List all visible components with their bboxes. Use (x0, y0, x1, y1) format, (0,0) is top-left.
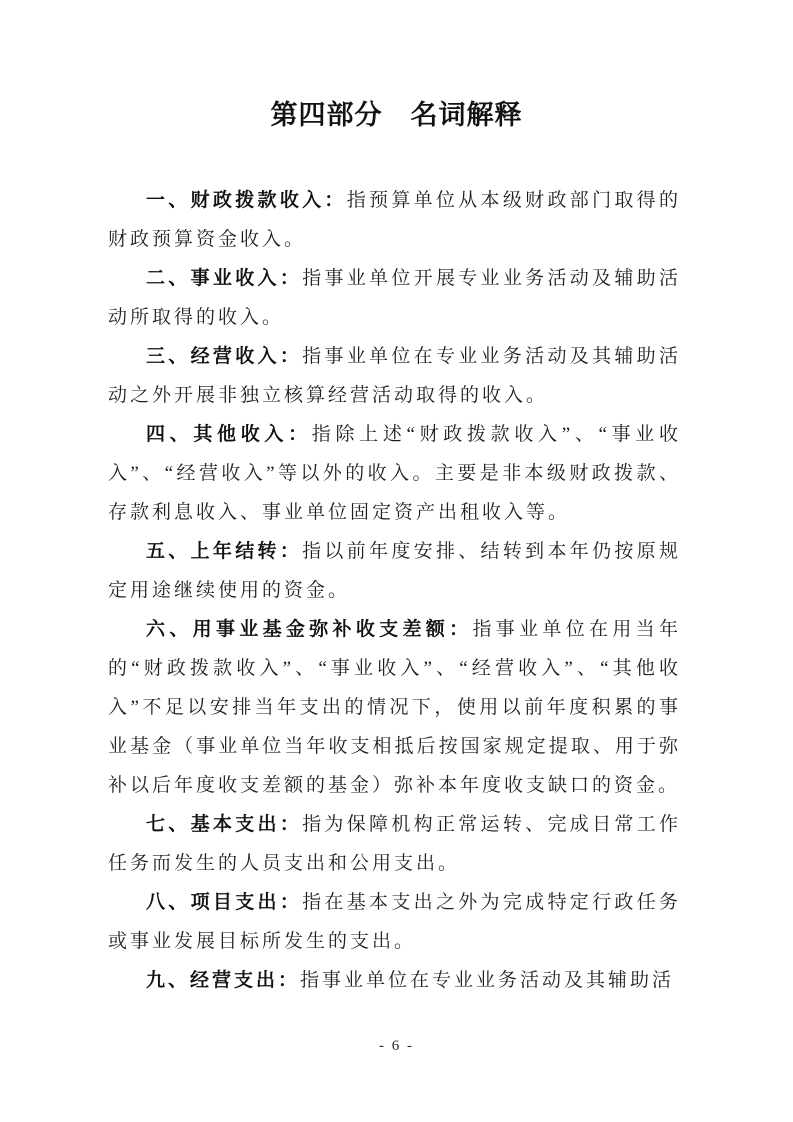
definition-text: 指以前年度安排、结转到本年仍按原规定用途继续使用的资金。 (108, 541, 681, 601)
definition-paragraph (108, 337, 681, 415)
term-label: 六、用事业基金弥补收支差额： (146, 619, 473, 640)
definition-paragraph (108, 805, 681, 883)
definition-paragraph (108, 415, 681, 532)
definition-text: 指为保障机构正常运转、完成日常工作任务而发生的人员支出和公用支出。 (108, 814, 681, 874)
definition-paragraph (108, 181, 681, 259)
term-label: 九、经营支出： (146, 970, 301, 991)
definition-paragraph (108, 961, 681, 1000)
term-label: 四、其他收入： (146, 424, 312, 445)
term-label: 一、财政拨款收入： (146, 190, 347, 211)
definition-paragraph (108, 532, 681, 610)
definition-text: 指事业单位在用当年的“财政拨款收入”、“事业收入”、“经营收入”、“其他收入”不足以安排当年支出的情况下，使用以前年度积累的事业基金（事业单位当年收支相抵后按国家规定提取、用于弥补以后年度收支差额的基金）弥补本年度收支缺口的资金。 (108, 619, 681, 796)
term-label: 三、经营收入： (146, 346, 303, 367)
definition-text: 指除上述“财政拨款收入”、“事业收入”、“经营收入”等以外的收入。主要是非本级财政拨款、存款利息收入、事业单位固定资产出租收入等。 (108, 424, 681, 523)
definition-text: 指预算单位从本级财政部门取得的财政预算资金收入。 (108, 190, 681, 250)
term-label: 二、事业收入： (146, 268, 303, 289)
definition-text: 指事业单位在专业业务活动及其辅助活动之外开展非独立核算经营活动取得的收入。 (108, 346, 681, 406)
definition-text: 指事业单位在专业业务活动及其辅助活 (300, 970, 675, 991)
definition-paragraph (108, 259, 681, 337)
definition-paragraph (108, 883, 681, 961)
term-label: 七、基本支出： (146, 814, 303, 835)
page-title: 第四部分 名词解释 (270, 100, 523, 130)
page-number: - 6 - (379, 1038, 414, 1054)
term-label: 八、项目支出： (146, 892, 303, 913)
definition-paragraph (108, 610, 681, 805)
term-label: 五、上年结转： (146, 541, 303, 562)
definition-text: 指在基本支出之外为完成特定行政任务或事业发展目标所发生的支出。 (108, 892, 681, 952)
definition-text: 指事业单位开展专业业务活动及辅助活动所取得的收入。 (108, 268, 681, 328)
document-body (108, 181, 681, 1000)
